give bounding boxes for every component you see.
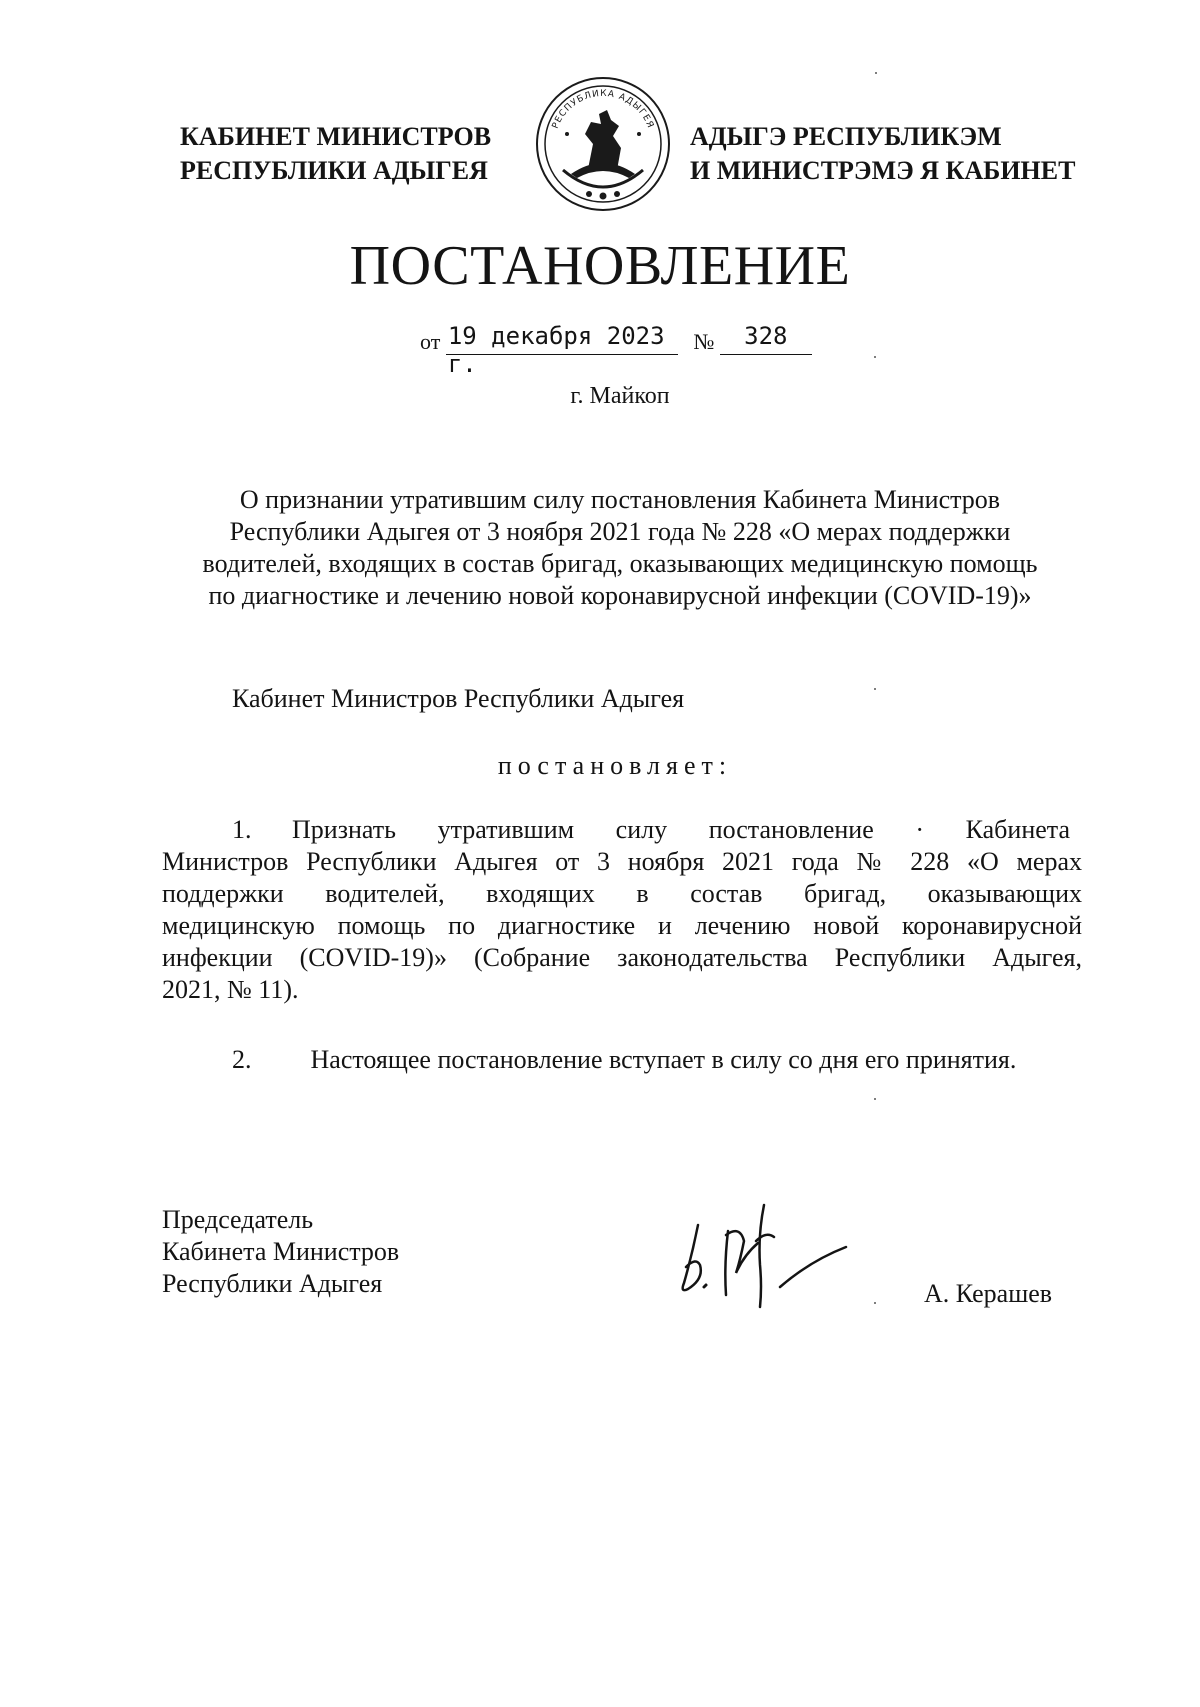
item-2	[232, 1044, 1016, 1076]
subject-line: водителей, входящих в состав бригад, оказывающих медицинскую помощь	[202, 549, 1038, 578]
subject-line: Республики Адыгея от 3 ноября 2021 года № 228 «О мерах поддержки	[229, 517, 1011, 546]
document-title: ПОСТАНОВЛЕНИЕ	[349, 235, 851, 297]
coat-of-arms-icon	[533, 74, 673, 214]
position-line: Председатель	[162, 1205, 314, 1234]
resolves-text: постановляет:	[497, 751, 733, 780]
header-right-line1: АДЫГЭ РЕСПУБЛИКЭМ	[690, 122, 1002, 151]
scan-speck	[874, 1098, 876, 1100]
header-left	[180, 120, 500, 188]
signatory-position	[162, 1204, 399, 1300]
scan-speck	[874, 1302, 876, 1304]
header-right-line2: И МИНИСТРЭМЭ Я КАБИНЕТ	[690, 156, 1076, 185]
city: г. Майкоп	[570, 383, 670, 409]
date-prefix: от	[420, 329, 441, 354]
item-1-line: инфекции (COVID-19)» (Собрание законодательства Республики Адыгея,	[162, 943, 1082, 972]
item-2-text: Настоящее постановление вступает в силу со дня его принятия.	[310, 1045, 1017, 1074]
item-1-line: Министров Республики Адыгея от 3 ноября 2021 года № 228 «О мерах	[162, 847, 1082, 876]
item-1-line: медицинскую помощь по диагностике и лечению новой коронавирусной	[162, 911, 1082, 940]
subject-line: по диагностике и лечению новой коронавирусной инфекции (COVID-19)»	[208, 581, 1032, 610]
item-1-line: 2021, № 11).	[162, 975, 299, 1004]
scan-speck	[874, 356, 876, 358]
item-1-number: 1.	[232, 815, 252, 844]
item-1-line: Признать утратившим силу постановление · Кабинета	[292, 815, 1070, 844]
position-line: Кабинета Министров	[162, 1237, 400, 1266]
scan-speck	[874, 688, 876, 690]
header-left-line2: РЕСПУБЛИКИ АДЫГЕЯ	[180, 156, 488, 185]
number-value: 328	[744, 322, 788, 350]
scan-speck	[875, 72, 877, 74]
signatory-name: А. Керашев	[924, 1279, 1053, 1308]
item-2-number: 2.	[232, 1045, 252, 1074]
subject-line: О признании утратившим силу постановления Кабинета Министров	[239, 485, 1001, 514]
date-line	[420, 320, 812, 378]
item-1-line: поддержки водителей, входящих в состав бригад, оказывающих	[162, 879, 1082, 908]
header-left-line1: КАБИНЕТ МИНИСТРОВ	[180, 122, 492, 151]
number-prefix: №	[693, 329, 715, 354]
intro-text: Кабинет Министров Республики Адыгея	[232, 684, 685, 713]
document-subject	[150, 484, 1090, 612]
header-right	[690, 120, 1090, 188]
emblem-text: РЕСПУБЛИКА АДЫГЕЯ	[550, 88, 656, 131]
date-value: 19 декабря 2023 г.	[447, 322, 665, 378]
position-line: Республики Адыгея	[162, 1269, 383, 1298]
handwritten-signature	[670, 1195, 860, 1310]
item-1	[162, 814, 1082, 1006]
